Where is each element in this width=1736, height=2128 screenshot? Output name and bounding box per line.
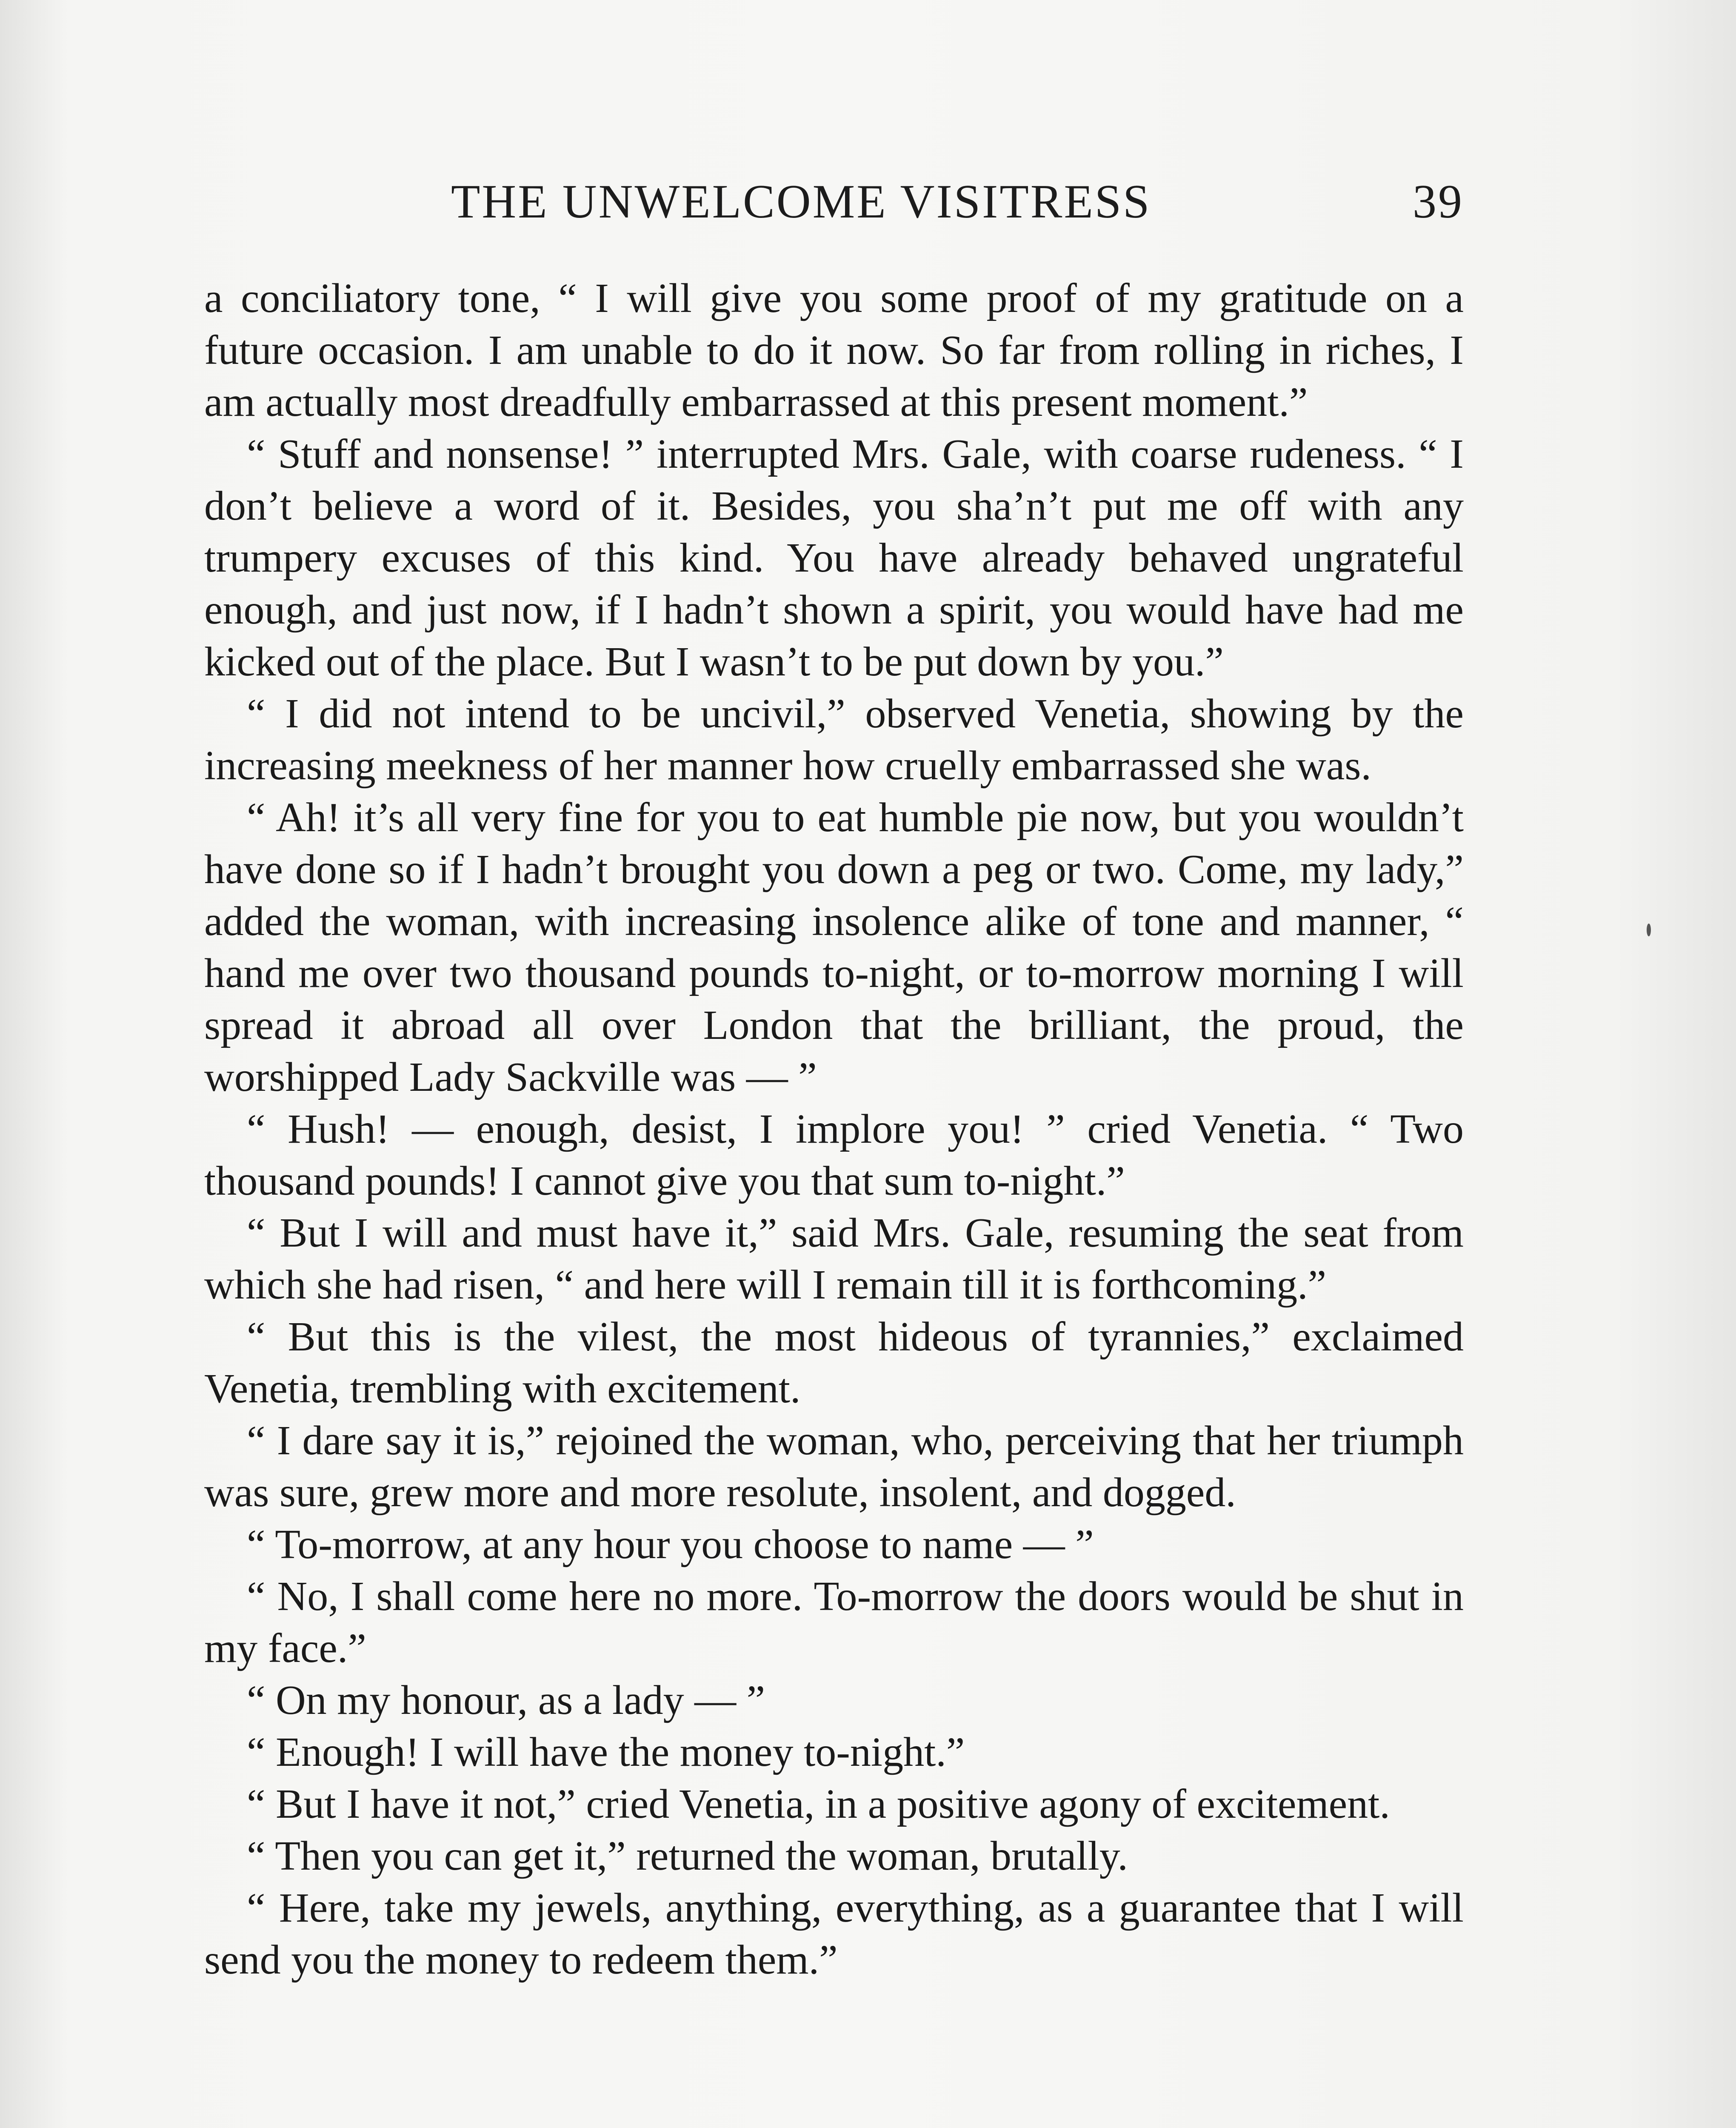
paragraph: “ But I will and must have it,” said Mrs. Gale, resuming the seat from which she had risen, “ and here will I remain till it is forthcoming.” <box>204 1210 1464 1308</box>
paragraph: “ Then you can get it,” returned the woman, brutally. <box>247 1833 1128 1879</box>
paragraph: “ No, I shall come here no more. To-morrow the doors would be shut in my face.” <box>204 1573 1464 1671</box>
paragraph: “ Ah! it’s all very fine for you to eat humble pie now, but you wouldn’t have done so if I hadn’t brought you down a peg or two. Come, my lady,” added the woman, with increasing insolence alike of tone and manner, “ hand me over two thousand pounds to-night, or to-morrow morning I will spread it abroad all over London that the brilliant, the proud, the worshipped Lady Sackville was — ” <box>204 795 1464 1100</box>
paragraph: “ On my honour, as a lady — ” <box>247 1677 765 1723</box>
paragraph: “ But this is the vilest, the most hideous of tyrannies,” exclaimed Venetia, trembling with excitement. <box>204 1314 1464 1412</box>
body-text <box>204 272 1464 1986</box>
paragraph: “ To-morrow, at any hour you choose to name — ” <box>247 1522 1094 1567</box>
paragraph: “ Hush! — enough, desist, I implore you! ” cried Venetia. “ Two thousand pounds! I cannot give you that sum to-night.” <box>204 1106 1464 1204</box>
paragraph: “ I did not intend to be uncivil,” observed Venetia, showing by the increasing meekness of her manner how cruelly embarrassed she was. <box>204 691 1464 789</box>
paragraph: “ Here, take my jewels, anything, everything, as a guarantee that I will send you the money to redeem them.” <box>204 1885 1464 1983</box>
page-number: 39 <box>1413 175 1464 228</box>
running-head-title: THE UNWELCOME VISITRESS <box>451 175 1151 228</box>
paragraph: a conciliatory tone, “ I will give you some proof of my gratitude on a future occasion. I am unable to do it now. So far from rolling in riches, I am actually most dreadfully embarrassed at this present moment.” <box>204 275 1464 425</box>
paper-speck <box>1647 924 1651 936</box>
running-head <box>204 174 1464 243</box>
paragraph: “ I dare say it is,” rejoined the woman, who, perceiving that her triumph was sure, grew more and more resolute, insolent, and dogged. <box>204 1418 1464 1516</box>
paragraph: “ Stuff and nonsense! ” interrupted Mrs. Gale, with coarse rudeness. “ I don’t believe a word of it. Besides, you sha’n’t put me off with any trumpery excuses of this kind. You have already behaved ungrateful enough, and just now, if I hadn’t shown a spirit, you would have had me kicked out of the place. But I wasn’t to be put down by you.” <box>204 431 1464 685</box>
paragraph: “ Enough! I will have the money to-night.” <box>247 1729 965 1775</box>
paragraph: “ But I have it not,” cried Venetia, in a positive agony of excitement. <box>247 1781 1390 1827</box>
